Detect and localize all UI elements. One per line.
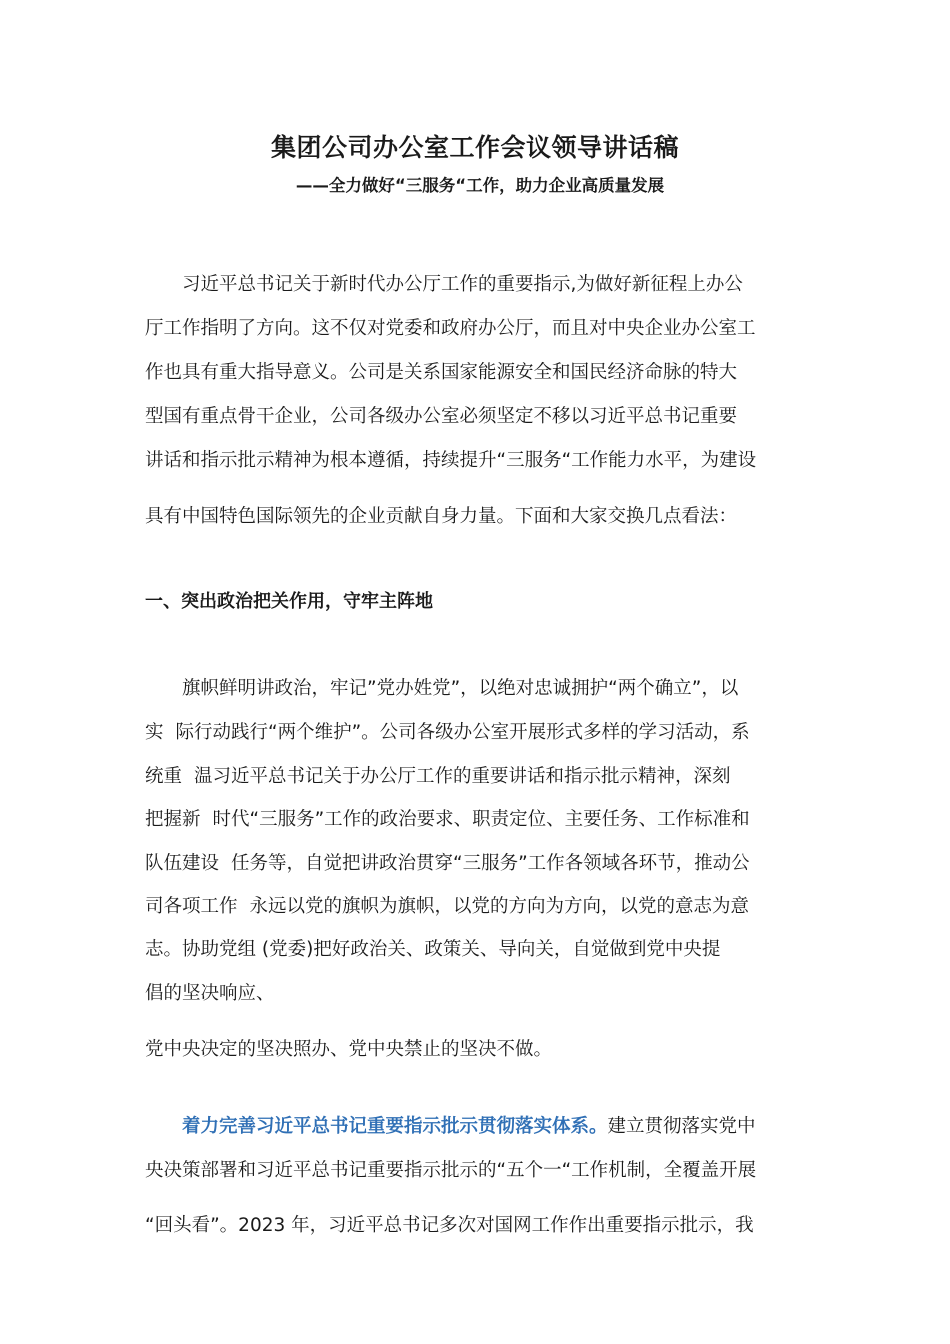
section-1-line-6b: 永远以党的旗帜为旗帜，以党的方向为方向，以党的意志为意	[249, 896, 750, 917]
intro-line-3: 作也具有重大指导意义。公司是关系国家能源安全和国民经济命脉的特大	[145, 362, 738, 383]
section-1-line-5a: 队伍建设	[145, 853, 220, 874]
section-2-line-2: 央决策部署和习近平总书记重要指示批示的“五个一“工作机制，全覆盖开展	[145, 1160, 757, 1181]
section-2-line-3: “回头看”。2023 年，习近平总书记多次对国网工作作出重要指示批示，我	[145, 1215, 754, 1236]
section-1-line-5	[145, 852, 750, 876]
document-subtitle: ——全力做好“三服务“工作，助力企业高质量发展	[295, 176, 665, 195]
intro-line-2: 厅工作指明了方向。这不仅对党委和政府办公厅，而且对中央企业办公室工	[145, 318, 756, 339]
section-1-line-6	[145, 895, 749, 919]
section-1-line-8: 倡的坚决响应、	[145, 983, 275, 1004]
intro-line-5: 讲话和指示批示精神为根本遵循，持续提升“三服务“工作能力水平，为建设	[145, 450, 757, 471]
section-2-line-1	[182, 1115, 756, 1139]
intro-line-4: 型国有重点骨干企业，公司各级办公室必须坚定不移以习近平总书记重要	[145, 406, 738, 427]
section-1-line-3a: 统重	[145, 766, 183, 787]
section-1-line-2	[145, 721, 750, 745]
section-1-line-5b: 任务等，自觉把讲政治贯穿“三服务”工作各领域各环节，推动公	[231, 853, 750, 874]
intro-line-1: 习近平总书记关于新时代办公厅工作的重要指示,为做好新征程上办公	[182, 274, 743, 295]
section-1-line-1: 旗帜鲜明讲政治，牢记”党办姓党”，以绝对忠诚拥护“两个确立”，以	[182, 678, 739, 699]
section-2-line-1-rest: 建立贯彻落实党中	[607, 1116, 756, 1137]
section-2-emphasis: 着力完善习近平总书记重要指示批示贯彻落实体系。	[182, 1116, 608, 1137]
section-1-line-4b: 时代“三服务”工作的政治要求、职责定位、主要任务、工作标准和	[212, 809, 750, 830]
section-1-line-3	[145, 765, 731, 789]
section-1-line-4	[145, 808, 750, 832]
section-1-line-9: 党中央决定的坚决照办、党中央禁止的坚决不做。	[145, 1039, 553, 1060]
section-1-line-2a: 实	[145, 722, 164, 743]
intro-line-6: 具有中国特色国际领先的企业贡献自身力量。下面和大家交换几点看法：	[145, 506, 738, 527]
section-1-line-6a: 司各项工作	[145, 896, 238, 917]
section-1-heading: 一、突出政治把关作用，守牢主阵地	[145, 591, 433, 612]
section-1-line-2b: 际行动践行“两个维护”。公司各级办公室开展形式多样的学习活动，系	[175, 722, 750, 743]
section-1-line-7: 志。协助党组 (党委)把好政治关、政策关、导向关，自觉做到党中央提	[145, 939, 721, 960]
document-title: 集团公司办公室工作会议领导讲话稿	[270, 133, 679, 162]
section-1-line-4a: 把握新	[145, 809, 201, 830]
section-1-line-3b: 温习近平总书记关于办公厅工作的重要讲话和指示批示精神，深刻	[194, 766, 731, 787]
